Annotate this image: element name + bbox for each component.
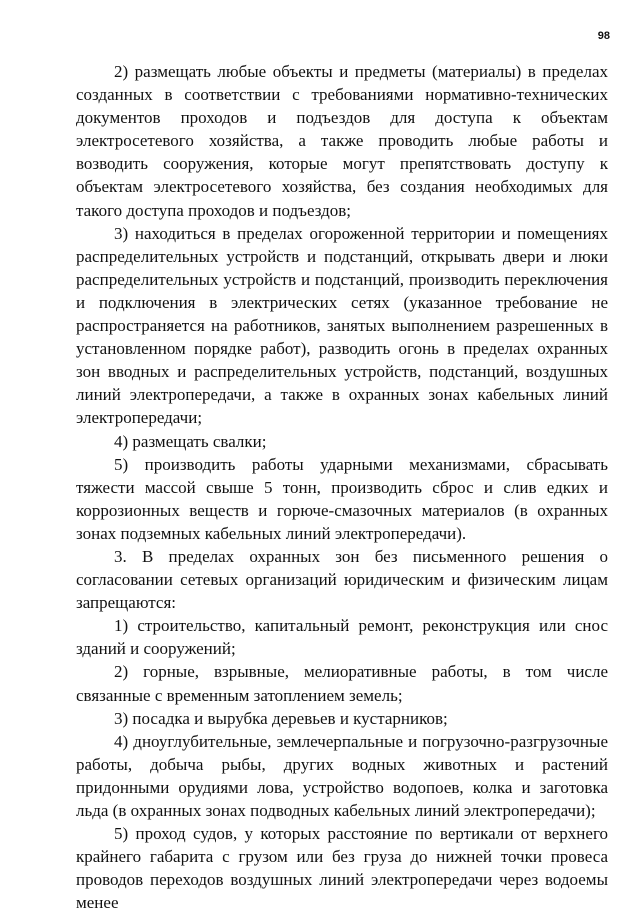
paragraph-item-5-vessels: 5) проход судов, у которых расстояние по вертикали от верхнего крайнего габарита с грузом или без груза до нижней точки провеса проводов переходов воздушных линий электропередачи через водоемы менее [76,824,608,913]
paragraph-item-4-dumps: 4) размещать свалки; [114,431,267,451]
paragraph-item-2-mining: 2) горные, взрывные, мелиоративные работы, в том числе связанные с временным затоплением земель; [76,662,608,705]
body-text [76,60,608,914]
paragraph-item-2-obstructions: 2) размещать любые объекты и предметы (материалы) в пределах созданных в соответствии с требованиями нормативно-технических документов проходов и подъездов для доступа к объектам электросетевого хозяйства, а также проводить любые работы и возводить сооружения, которые могут препятствовать доступу к объектам электросетевого хозяйства, без создания необходимых для такого доступа проходов и подъездов; [76,62,608,220]
paragraph-item-1-construction: 1) строительство, капитальный ремонт, реконструкция или снос зданий и сооружений; [76,616,608,659]
paragraph-item-5-impact-works: 5) производить работы ударными механизмами, сбрасывать тяжести массой свыше 5 тонн, производить сброс и слив едких и коррозионных веществ и горюче-смазочных материалов (в охранных зонах подземных кабельных линий электропередачи). [76,454,608,543]
page-number: 98 [597,30,610,42]
paragraph-item-3-trees: 3) посадка и вырубка деревьев и кустарников; [114,708,448,728]
paragraph-item-3-restricted-access: 3) находиться в пределах огороженной территории и помещениях распределительных устройств и подстанций, открывать двери и люки распределительных устройств и подстанций, производить переключения и подключения в электрических сетях (указанное требование не распространяется на работников, занятых выполнением разрешенных в установленном порядке работ), разводить огонь в пределах охранных зон вводных и распределительных устройств, подстанций, воздушных линий электропередачи, а также в охранных зонах кабельных линий электропередачи; [76,223,608,428]
paragraph-section-3-intro: 3. В пределах охранных зон без письменного решения о согласовании сетевых организаций юридическим и физическим лицам запрещаются: [76,546,608,613]
paragraph-item-4-dredging: 4) дноуглубительные, землечерпальные и погрузочно-разгрузочные работы, добыча рыбы, других водных животных и растений придонными орудиями лова, устройство водопоев, колка и заготовка льда (в охранных зонах подводных кабельных линий электропередачи); [76,731,608,820]
